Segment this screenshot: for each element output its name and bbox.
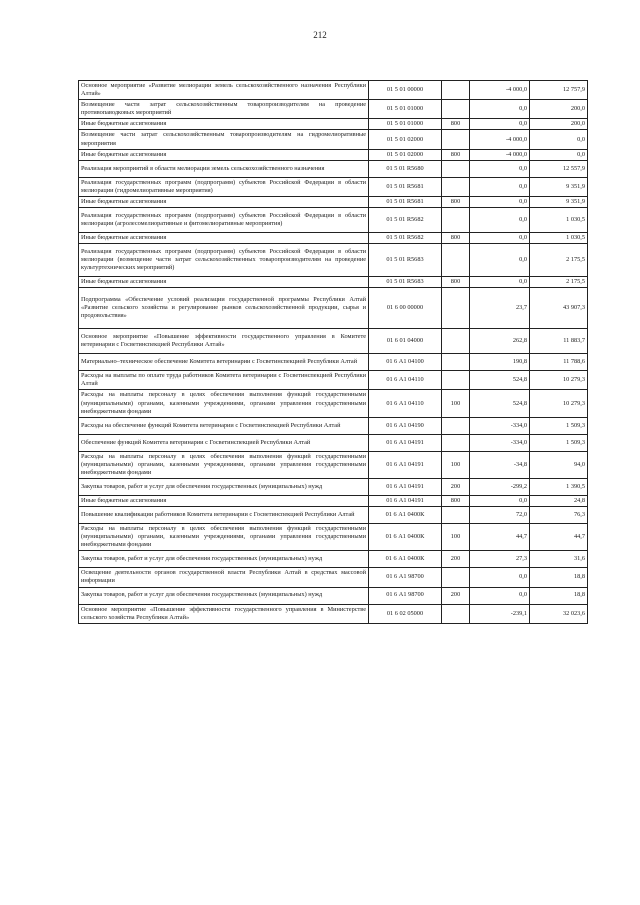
budget-table-body [79,81,588,624]
row-code: 01 6 А1 04190 [369,417,442,434]
row-total-amount: 44,7 [530,524,588,551]
row-total-amount: 11 883,7 [530,329,588,354]
table-row [79,478,588,495]
table-row [79,551,588,568]
row-expense-type [442,244,470,277]
row-change-amount: 23,7 [470,288,530,329]
row-expense-type [442,568,470,587]
row-change-amount: 0,0 [470,568,530,587]
row-name: Реализация государственных программ (подпрограмм) субъектов Российской Федерации в области мелиорации (гидромелиоративные мероприятия) [79,177,369,196]
row-change-amount: -4 000,0 [470,81,530,100]
table-row [79,81,588,100]
row-change-amount: 0,0 [470,119,530,130]
row-total-amount: 1 030,5 [530,233,588,244]
row-total-amount: 2 175,5 [530,244,588,277]
row-code: 01 6 А1 0400К [369,507,442,524]
table-row [79,434,588,451]
row-name: Закупка товаров, работ и услуг для обеспечения государственных (муниципальных) нужд [79,587,369,604]
row-expense-type [442,208,470,233]
table-row [79,277,588,288]
table-row [79,587,588,604]
row-name: Иные бюджетные ассигнования [79,233,369,244]
row-change-amount: -299,2 [470,478,530,495]
row-code: 01 6 02 05000 [369,604,442,623]
row-expense-type: 200 [442,478,470,495]
row-expense-type [442,507,470,524]
row-name: Подпрограмма «Обеспечение условий реализации государственной программы Республики Алтай «Развитие сельского хозяйства и регулирование рынков сельскохозяйственной продукции, сырья и продовольствия» [79,288,369,329]
row-name: Материально–техническое обеспечение Комитета ветеринарии с Госветинспекцией Республики Алтай [79,354,369,371]
row-expense-type: 800 [442,149,470,160]
row-code: 01 6 А1 0400К [369,524,442,551]
row-name: Повышение квалификации работников Комитета ветеринарии с Госветинспекцией Республики Алтай [79,507,369,524]
row-total-amount: 2 175,5 [530,277,588,288]
row-expense-type [442,177,470,196]
row-change-amount: -334,0 [470,417,530,434]
row-change-amount: 72,0 [470,507,530,524]
page-number: 212 [313,30,327,40]
row-change-amount: 190,8 [470,354,530,371]
row-name: Расходы на выплаты по оплате труда работников Комитета ветеринарии с Госветинспекцией Республики Алтай [79,371,369,390]
row-name: Расходы на выплаты персоналу в целях обеспечения выполнения функций государственными (муниципальными) органами, казенными учреждениями, органами управления государственными внебюджетными фондами [79,390,369,417]
row-total-amount: 0,0 [530,130,588,149]
row-expense-type [442,434,470,451]
row-code: 01 6 А1 98700 [369,587,442,604]
row-total-amount: 12 557,9 [530,160,588,177]
row-code: 01 5 01 R5682 [369,233,442,244]
row-change-amount: 0,0 [470,208,530,233]
row-name: Иные бюджетные ассигнования [79,495,369,506]
table-row [79,417,588,434]
row-expense-type: 100 [442,451,470,478]
row-name: Иные бюджетные ассигнования [79,149,369,160]
table-row [79,568,588,587]
table-row [79,177,588,196]
row-total-amount: 18,8 [530,587,588,604]
row-change-amount: -239,1 [470,604,530,623]
row-code: 01 6 А1 04110 [369,390,442,417]
row-code: 01 5 01 R5683 [369,277,442,288]
row-total-amount: 1 030,5 [530,208,588,233]
row-total-amount: 1 509,3 [530,434,588,451]
row-expense-type [442,371,470,390]
table-row [79,288,588,329]
row-total-amount: 43 907,3 [530,288,588,329]
row-total-amount: 94,0 [530,451,588,478]
row-total-amount: 0,0 [530,149,588,160]
row-total-amount: 10 279,3 [530,390,588,417]
row-name: Основное мероприятие «Повышение эффективности государственного управления в Министерстве сельского хозяйства Республики Алтай» [79,604,369,623]
row-total-amount: 9 351,9 [530,196,588,207]
row-code: 01 6 А1 04191 [369,478,442,495]
row-expense-type: 800 [442,495,470,506]
row-change-amount: 262,8 [470,329,530,354]
row-total-amount: 31,6 [530,551,588,568]
row-name: Возмещение части затрат сельскохозяйственным товаропроизводителям на проведение противопаводковых мероприятий [79,100,369,119]
row-expense-type [442,604,470,623]
row-expense-type [442,288,470,329]
row-change-amount: -34,8 [470,451,530,478]
row-name: Расходы на выплаты персоналу в целях обеспечения выполнения функций государственными (муниципальными) органами, казенными учреждениями, органами управления государственными внебюджетными фондами [79,451,369,478]
row-expense-type: 800 [442,277,470,288]
row-total-amount: 32 023,6 [530,604,588,623]
row-name: Иные бюджетные ассигнования [79,196,369,207]
row-change-amount: 0,0 [470,177,530,196]
row-change-amount: -334,0 [470,434,530,451]
row-name: Расходы на обеспечение функций Комитета ветеринарии с Госветинспекцией Республики Алтай [79,417,369,434]
row-code: 01 6 А1 04100 [369,354,442,371]
row-code: 01 6 00 00000 [369,288,442,329]
table-row [79,371,588,390]
row-code: 01 6 А1 04191 [369,495,442,506]
row-code: 01 5 01 R5682 [369,208,442,233]
row-change-amount: 0,0 [470,160,530,177]
table-row [79,160,588,177]
row-expense-type: 800 [442,119,470,130]
row-expense-type: 200 [442,587,470,604]
row-total-amount: 200,0 [530,100,588,119]
row-expense-type: 100 [442,524,470,551]
row-expense-type [442,329,470,354]
row-expense-type: 800 [442,196,470,207]
row-change-amount: 0,0 [470,100,530,119]
table-row [79,507,588,524]
row-code: 01 5 01 R5681 [369,177,442,196]
table-row [79,524,588,551]
row-name: Освещение деятельности органов государственной власти Республики Алтай в средствах массовой информации [79,568,369,587]
row-code: 01 5 01 00000 [369,81,442,100]
row-expense-type [442,81,470,100]
row-code: 01 6 А1 04191 [369,451,442,478]
row-change-amount: 44,7 [470,524,530,551]
table-row [79,354,588,371]
row-code: 01 5 01 R5680 [369,160,442,177]
row-total-amount: 9 351,9 [530,177,588,196]
table-row [79,329,588,354]
row-expense-type: 800 [442,233,470,244]
row-expense-type [442,354,470,371]
row-code: 01 5 01 R5683 [369,244,442,277]
row-total-amount: 18,8 [530,568,588,587]
row-expense-type [442,130,470,149]
row-total-amount: 200,0 [530,119,588,130]
row-change-amount: 0,0 [470,587,530,604]
budget-table [78,80,588,624]
row-expense-type [442,160,470,177]
row-code: 01 6 А1 98700 [369,568,442,587]
row-code: 01 5 01 R5681 [369,196,442,207]
row-name: Основное мероприятие «Повышение эффективности государственного управления в Комитете ветеринарии с Госветинспекцией Республики Алтай» [79,329,369,354]
row-name: Закупка товаров, работ и услуг для обеспечения государственных (муниципальных) нужд [79,551,369,568]
row-change-amount: 0,0 [470,495,530,506]
table-row [79,119,588,130]
row-total-amount: 24,8 [530,495,588,506]
row-name: Реализация мероприятий в области мелиорации земель сельскохозяйственного назначения [79,160,369,177]
table-row [79,208,588,233]
row-total-amount: 10 279,3 [530,371,588,390]
row-code: 01 6 А1 0400К [369,551,442,568]
row-name: Реализация государственных программ (подпрограмм) субъектов Российской Федерации в области мелиорации (агролесомелиоративные и фитомелиоративные мероприятия) [79,208,369,233]
row-change-amount: 0,0 [470,233,530,244]
row-change-amount: -4 000,0 [470,130,530,149]
row-name: Иные бюджетные ассигнования [79,119,369,130]
row-code: 01 6 А1 04191 [369,434,442,451]
row-expense-type: 200 [442,551,470,568]
table-row [79,244,588,277]
row-change-amount: 524,8 [470,371,530,390]
row-change-amount: 27,3 [470,551,530,568]
row-change-amount: 524,8 [470,390,530,417]
table-row [79,233,588,244]
row-total-amount: 11 788,6 [530,354,588,371]
row-code: 01 5 01 01000 [369,100,442,119]
table-row [79,149,588,160]
row-expense-type: 100 [442,390,470,417]
row-change-amount: 0,0 [470,196,530,207]
table-row [79,100,588,119]
row-code: 01 5 01 01000 [369,119,442,130]
row-name: Иные бюджетные ассигнования [79,277,369,288]
row-total-amount: 1 509,3 [530,417,588,434]
row-total-amount: 12 757,9 [530,81,588,100]
row-name: Расходы на выплаты персоналу в целях обеспечения выполнения функций государственными (муниципальными) органами, казенными учреждениями, органами управления государственными внебюджетными фондами [79,524,369,551]
row-name: Закупка товаров, работ и услуг для обеспечения государственных (муниципальных) нужд [79,478,369,495]
row-name: Возмещение части затрат сельскохозяйственным товаропроизводителям на гидромелиоративные мероприятия [79,130,369,149]
row-total-amount: 1 390,5 [530,478,588,495]
table-row [79,495,588,506]
row-expense-type [442,417,470,434]
row-code: 01 5 01 02000 [369,149,442,160]
row-name: Основное мероприятие «Развитие мелиорации земель сельскохозяйственного назначения Республики Алтай» [79,81,369,100]
row-name: Обеспечение функций Комитета ветеринарии с Госветинспекцией Республики Алтай [79,434,369,451]
row-code: 01 5 01 02000 [369,130,442,149]
table-row [79,196,588,207]
row-code: 01 6 А1 04110 [369,371,442,390]
row-total-amount: 76,3 [530,507,588,524]
row-name: Реализация государственных программ (подпрограмм) субъектов Российской Федерации в области мелиорации (возмещение части затрат сельскохозяйственных товаропроизводителям на проведение культуртехнических мероприятий) [79,244,369,277]
row-change-amount: -4 000,0 [470,149,530,160]
table-row [79,604,588,623]
row-change-amount: 0,0 [470,277,530,288]
row-expense-type [442,100,470,119]
table-row [79,390,588,417]
row-code: 01 6 01 04000 [369,329,442,354]
table-row [79,451,588,478]
row-change-amount: 0,0 [470,244,530,277]
table-row [79,130,588,149]
